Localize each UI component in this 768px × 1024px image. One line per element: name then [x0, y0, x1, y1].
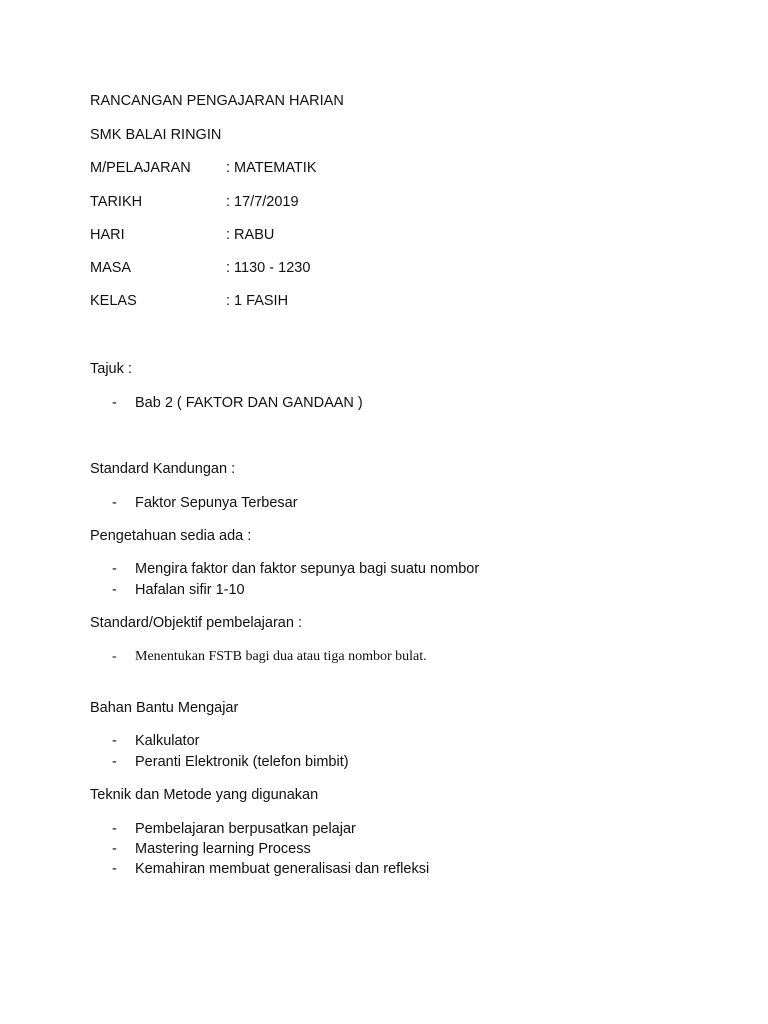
list-item-text: Mastering learning Process [135, 841, 311, 857]
info-value: : 1 FASIH [226, 293, 289, 309]
list-item-text: Kalkulator [135, 733, 200, 749]
document-title: RANCANGAN PENGAJARAN HARIAN [90, 93, 344, 109]
info-row-class [90, 291, 288, 311]
section-heading-tajuk: Tajuk : [90, 361, 132, 377]
info-label: TARIKH [90, 194, 143, 210]
info-value: : RABU [226, 227, 275, 243]
info-label: KELAS [90, 293, 137, 309]
info-value: : MATEMATIK [226, 160, 317, 176]
bullet-dash: - [112, 733, 117, 749]
bullet-dash: - [112, 861, 117, 877]
list-item-text: Bab 2 ( FAKTOR DAN GANDAAN ) [135, 395, 363, 411]
bullet-dash: - [112, 495, 117, 511]
list-item-text: Pembelajaran berpusatkan pelajar [135, 821, 356, 837]
list-item-text: Faktor Sepunya Terbesar [135, 495, 298, 511]
school-name: SMK BALAI RINGIN [90, 127, 222, 143]
section-heading-standard-kandungan: Standard Kandungan : [90, 461, 236, 477]
bullet-dash: - [112, 561, 117, 577]
info-row-day [90, 225, 274, 245]
bullet-dash: - [112, 821, 117, 837]
info-label: HARI [90, 227, 125, 243]
bullet-dash: - [112, 841, 117, 857]
section-heading-objektif: Standard/Objektif pembelajaran : [90, 615, 302, 631]
info-row-time [90, 258, 310, 278]
bullet-dash: - [112, 395, 117, 411]
section-heading-pengetahuan: Pengetahuan sedia ada : [90, 528, 252, 544]
list-item-text: Menentukan FSTB bagi dua atau tiga nombor bulat. [135, 649, 427, 664]
info-label: MASA [90, 260, 132, 276]
info-row-subject [90, 158, 317, 178]
info-value: : 17/7/2019 [226, 194, 299, 210]
bullet-dash: - [112, 754, 117, 770]
info-value: : 1130 - 1230 [226, 260, 311, 276]
bullet-dash: - [112, 582, 117, 598]
list-item-text: Hafalan sifir 1-10 [135, 582, 245, 598]
section-heading-teknik: Teknik dan Metode yang digunakan [90, 787, 319, 803]
list-item-text: Mengira faktor dan faktor sepunya bagi suatu nombor [135, 561, 480, 577]
section-heading-bahan: Bahan Bantu Mengajar [90, 700, 239, 716]
bullet-dash: - [112, 649, 117, 664]
list-item-text: Peranti Elektronik (telefon bimbit) [135, 754, 349, 770]
info-row-date [90, 192, 299, 212]
info-label: M/PELAJARAN [90, 160, 191, 176]
list-item-text: Kemahiran membuat generalisasi dan refleksi [135, 861, 430, 877]
